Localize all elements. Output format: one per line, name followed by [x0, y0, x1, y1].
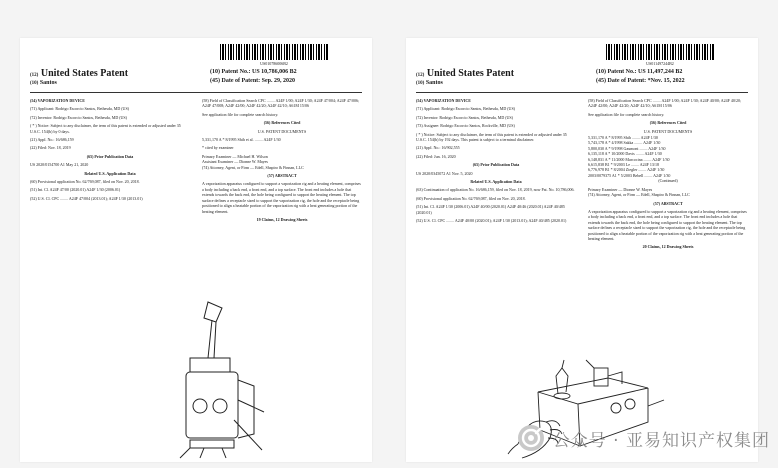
left-column	[416, 98, 576, 227]
patent-number: US 10,786,006 B2	[252, 69, 297, 75]
reference-row: 5,331,170 A * 8/1995 Shih ........ A24F 1/30	[588, 135, 658, 141]
biblio-field: (73) Assignee: Rodrigo Escorcio Santos, Rockville, MD (US)	[416, 123, 515, 129]
reference-row: 5,331,170 A * 8/1995 Shih et al. ........ A24F 1/30	[202, 137, 281, 143]
date-label: Date of Patent:	[221, 78, 261, 84]
biblio-field: (58) Field of Classification Search CPC ........ A24F 1/00; A24F 1/30; A24F 47/004; A24F 47/006; A24F 47/008; A24F 42/00; A24F 42/20; A24F 42/10; A61M 15/06	[202, 98, 360, 109]
biblio-field: (54) VAPORIZATION DEVICE	[30, 98, 85, 103]
barcode-number: US011497244B2	[646, 61, 674, 66]
inid-code: (45)	[210, 78, 220, 84]
left-column	[30, 98, 190, 204]
biblio-field: (52) U.S. Cl. CPC ........ A24F 47/004 (2013.01); A24F 1/30 (2013.01)	[30, 195, 143, 201]
abstract-text: A vaporization apparatus configured to support a vaporization rig and a heating element, comprises a body including a back end, a front end, and a top surface. The front end includes a hole that extends towards the back end, the hole being configured to support the heating element. The top surface defines a receptacle sized to support the vaporization rig, the hole and the receptacle being positioned to align a heatable portion of the vaporization rig with a heat generating portion of the heating element.	[588, 208, 747, 241]
claims-count: 20 Claims, 12 Drawing Sheets	[642, 244, 694, 250]
inid-code: (12)	[30, 73, 39, 78]
inid-code: (10)	[210, 69, 220, 75]
patent-no-label: Patent No.:	[607, 69, 637, 75]
patent-inventor: Santos	[425, 80, 443, 86]
biblio-field: Assistant Examiner — Dionne W. Mayes	[202, 159, 268, 165]
reference-row: 5,743,178 A * 4/1998 Sakka ........ A24F 1/30	[588, 140, 661, 146]
patent-no-label: Patent No.:	[221, 69, 251, 75]
right-column	[588, 98, 748, 253]
biblio-field: (51) Int. Cl. A24F 47/00 (2020.01) A24F 1/30 (2006.01)	[30, 187, 121, 193]
patent-inventor: Santos	[39, 80, 57, 86]
patent-country: United States Patent	[426, 68, 515, 79]
date-label: Date of Patent:	[607, 78, 647, 84]
biblio-field: Related U.S. Application Data	[84, 170, 136, 176]
biblio-field: (22) Filed: Jun. 16, 2020	[416, 153, 456, 159]
biblio-field: (72) Inventor: Rodrigo Escorcio Santos, Bethesda, MD (US)	[416, 114, 513, 120]
barcode-number: US010786006B2	[260, 61, 288, 66]
continued-label: (Continued)	[658, 178, 678, 184]
barcode	[606, 44, 714, 60]
biblio-field: (65) Prior Publication Data	[86, 153, 134, 159]
biblio-field: See application file for complete search history.	[588, 111, 665, 117]
biblio-field: (74) Attorney, Agent, or Firm — Edell, Shapiro & Finnan, LLC	[588, 192, 690, 198]
watermark-text: 公众号 · 亚易知识产权集团	[552, 430, 770, 451]
biblio-field: (65) Prior Publication Data	[472, 162, 520, 168]
inid-code: (10)	[596, 69, 606, 75]
header-divider	[416, 92, 748, 93]
right-column	[202, 98, 362, 225]
biblio-field: Related U.S. Application Data	[470, 179, 522, 185]
inid-code: (45)	[596, 78, 606, 84]
biblio-field: Primary Examiner — Dionne W. Mayes	[588, 186, 653, 192]
patent-drawing	[170, 300, 270, 460]
biblio-field: (56) References Cited	[649, 120, 687, 126]
wechat-official-account-icon	[517, 424, 545, 452]
reference-row: 6,135,118 A * 10/2000 Davis ........ A24F 1/30	[588, 151, 662, 157]
biblio-field: (63) Continuation of application No. 16/686,159, filed on Nov. 18, 2019, now Pat. No. 10,786,006.	[416, 187, 575, 193]
inid-code: (12)	[416, 73, 425, 78]
patent-header-right	[596, 68, 685, 86]
biblio-field: (54) VAPORIZATION DEVICE	[416, 98, 471, 103]
biblio-field: Primary Examiner — Michael H. Wilson	[202, 153, 268, 159]
patent-header-right	[210, 68, 297, 86]
reference-row: 6,776,978 B1 * 8/2004 Ziegler ........ A24F 1/30	[588, 167, 665, 173]
biblio-field: (74) Attorney, Agent, or Firm — Edell, Shapiro & Finnan, LLC	[202, 164, 304, 170]
biblio-field: (57) ABSTRACT	[267, 173, 297, 179]
barcode	[220, 44, 328, 60]
biblio-field: (56) References Cited	[263, 120, 301, 126]
biblio-field: U.S. PATENT DOCUMENTS	[257, 128, 307, 134]
header-divider	[30, 92, 362, 93]
patent-sheet-1	[20, 38, 372, 462]
biblio-field: US 2020/0345072 A1 Nov. 5, 2020	[416, 170, 473, 176]
biblio-field: US 2020/0154700 A1 May 21, 2020	[30, 162, 89, 168]
biblio-field: (72) Inventor: Rodrigo Escorcio Santos, Bethesda, MD (US)	[30, 114, 127, 120]
biblio-field: (51) Int. Cl. A24F 1/30 (2006.01) A24F 40/00 (2020.01) A24F 40/46 (2020.01) A24F 40/485 (2020.01)	[416, 204, 565, 215]
patent-date: Sep. 29, 2020	[261, 78, 295, 84]
patent-header-left	[416, 68, 514, 86]
biblio-field: * cited by examiner	[202, 145, 234, 151]
biblio-field: (22) Filed: Nov. 18, 2019	[30, 145, 71, 151]
reference-row: 6,615,838 B1 * 9/2003 Le ........ A24F 13/18	[588, 162, 660, 168]
reference-row: 2003/0079375 A1 * 5/2003 Bebell ........ A24F 1/30	[588, 172, 671, 178]
inid-code: (10)	[30, 81, 39, 86]
biblio-field: (21) Appl. No.: 16/902,555	[416, 145, 460, 151]
biblio-field: (58) Field of Classification Search CPC ........ A24F 1/00; A24F 1/30; A24F 40/00; A24F 40/20; A24F 42/00; A24F 42/20; A24F 42/10; A61M 15/06	[588, 98, 742, 109]
biblio-field: ( * ) Notice: Subject to any disclaimer, the term of this patent is extended or adjusted under 35 U.S.C. 154(b) by 192 days. This patent is subject to a terminal disclaimer.	[416, 131, 567, 143]
patent-header-left	[30, 68, 128, 86]
biblio-field: See application file for complete search history.	[202, 111, 279, 117]
patent-date: *Nov. 15, 2022	[647, 78, 685, 84]
claims-count: 19 Claims, 12 Drawing Sheets	[256, 216, 308, 222]
biblio-field: (71) Applicant: Rodrigo Escorcio Santos, Bethesda, MD (US)	[30, 106, 129, 112]
biblio-field: ( * ) Notice: Subject to any disclaimer, the term of this patent is extended or adjusted under 35 U.S.C. 154(b) by 0 days.	[30, 123, 181, 134]
inid-code: (10)	[416, 81, 425, 86]
biblio-field: (57) ABSTRACT	[653, 200, 683, 206]
reference-row: 6,148,831 A * 11/2000 Marcocina ........ A24F 1/30	[588, 156, 670, 162]
biblio-field: (21) Appl. No.: 16/686,159	[30, 137, 74, 143]
biblio-field: (52) U.S. Cl. CPC ........ A24F 40/00 (2020.01); A24F 1/30 (2013.01); A24F 40/485 (2020.01)	[416, 218, 567, 224]
biblio-field: (60) Provisional application No. 62/769,087, filed on Nov. 20, 2018.	[416, 195, 526, 201]
biblio-field: (71) Applicant: Rodrigo Escorcio Santos, Bethesda, MD (US)	[416, 106, 515, 112]
biblio-field: U.S. PATENT DOCUMENTS	[643, 128, 693, 134]
patent-sheet-2	[406, 38, 758, 462]
reference-row: 5,800,030 A * 9/1998 Gaumont ........ A24F 1/30	[588, 145, 666, 151]
biblio-field: (60) Provisional application No. 62/769,087, filed on Nov. 20, 2018.	[30, 179, 140, 185]
patent-number: US 11,497,244 B2	[638, 69, 683, 75]
watermark	[452, 418, 770, 458]
patent-country: United States Patent	[40, 68, 129, 79]
abstract-text: A vaporization apparatus configured to support a vaporization rig and a heating element, comprises a body including a back end, a front end, and a top surface. The front end includes a hole that extends towards the back end, the hole being configured to support the heating element. The top surface defines a receptacle sized to support the vaporization rig, the hole and the receptacle being positioned to align a heatable portion of the vaporization rig with a heat generating portion of the heating element.	[202, 181, 361, 214]
